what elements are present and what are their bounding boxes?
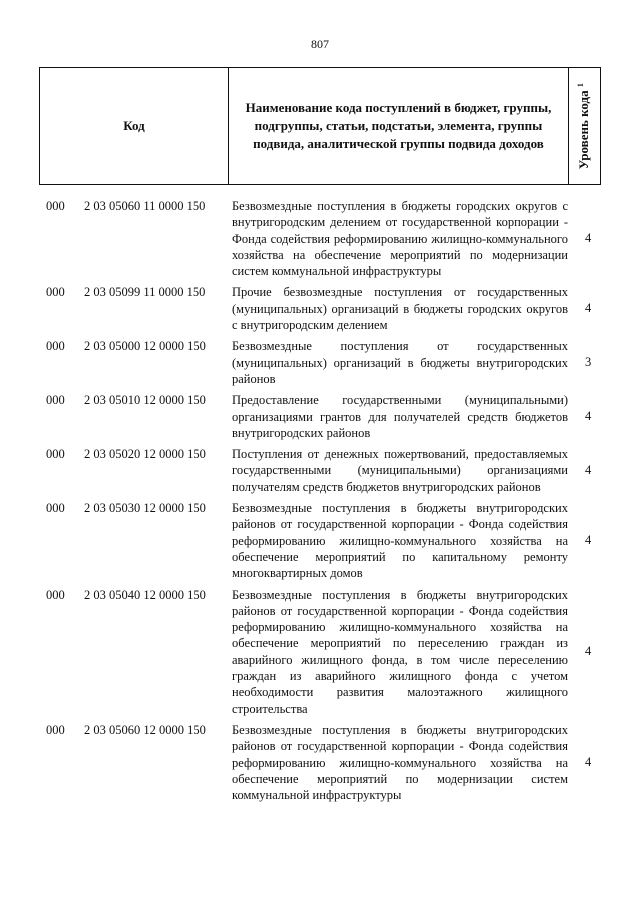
footnote-marker: 1 bbox=[576, 82, 586, 87]
revenue-description: Безвозмездные поступления от государственных (муниципальных) организаций в бюджеты внутригородских районов bbox=[232, 339, 568, 386]
revenue-description: Прочие безвозмездные поступления от государственных (муниципальных) организаций в бюджеты городских округов с внутригородским делением bbox=[232, 285, 568, 333]
code-table bbox=[0, 198, 640, 808]
code-level: 4 bbox=[585, 463, 592, 478]
header-level bbox=[569, 68, 600, 184]
revenue-code: 2 03 05040 12 0000 150 bbox=[84, 587, 206, 602]
header-name: Наименование кода поступлений в бюджет, группы, подгруппы, статьи, подстатьи, элемента, группы подвида, аналитической группы подвида доходов bbox=[229, 68, 569, 184]
admin-code: 000 bbox=[46, 447, 65, 462]
table-row bbox=[0, 392, 640, 441]
table-row bbox=[0, 198, 640, 279]
code-level: 4 bbox=[585, 755, 592, 770]
revenue-description: Предоставление государственными (муниципальными) организациями грантов для получателей средств бюджетов внутригородских районов bbox=[232, 393, 568, 440]
table-row bbox=[0, 284, 640, 333]
code-level: 4 bbox=[585, 533, 592, 548]
revenue-code: 2 03 05000 12 0000 150 bbox=[84, 339, 206, 354]
admin-code: 000 bbox=[46, 339, 65, 354]
admin-code: 000 bbox=[46, 393, 65, 408]
revenue-description: Безвозмездные поступления в бюджеты внутригородских районов от государственной корпорации - Фонда содействия реформированию жилищно-коммунального хозяйства на обеспечение мероприятий по модернизации систем коммунальной инфраструктуры bbox=[232, 722, 568, 803]
revenue-description: Безвозмездные поступления в бюджеты внутригородских районов от государственной корпорации - Фонда содействия реформированию жилищно-коммунального хозяйства на обеспечение мероприятий по переселению граждан из аварийного жилищного фонда, в том числе переселению граждан из аварийного жилищного фонда с учетом необходимости развития малоэтажного жилищного строительства bbox=[232, 587, 568, 716]
header-code: Код bbox=[40, 68, 229, 184]
table-row bbox=[0, 446, 640, 495]
admin-code: 000 bbox=[46, 722, 65, 737]
header-level-label: Уровень кода $^1$ bbox=[576, 82, 592, 170]
revenue-description: Поступления от денежных пожертвований, предоставляемых государственными (муниципальными) организациями получателям средств бюджетов внутригородских районов bbox=[232, 447, 568, 494]
revenue-description: Безвозмездные поступления в бюджеты городских округов с внутригородским делением от государственной корпорации - Фонда содействия реформированию жилищно-коммунального хозяйства на обеспечение мероприятий по модернизации систем коммунальной инфраструктуры bbox=[232, 199, 568, 279]
admin-code: 000 bbox=[46, 501, 65, 516]
table-row bbox=[0, 338, 640, 387]
code-level: 4 bbox=[585, 231, 592, 246]
revenue-code: 2 03 05030 12 0000 150 bbox=[84, 501, 206, 516]
revenue-code: 2 03 05099 11 0000 150 bbox=[84, 285, 206, 300]
revenue-code: 2 03 05010 12 0000 150 bbox=[84, 393, 206, 408]
admin-code: 000 bbox=[46, 587, 65, 602]
code-level: 4 bbox=[585, 301, 592, 316]
page-number: 807 bbox=[311, 37, 329, 51]
table-header bbox=[39, 67, 601, 185]
admin-code: 000 bbox=[46, 285, 65, 300]
admin-code: 000 bbox=[46, 199, 65, 213]
revenue-description: Безвозмездные поступления в бюджеты внутригородских районов от государственной корпорации - Фонда содействия реформированию жилищно-коммунального хозяйства на обеспечение мероприятий по капитальному ремонту многоквартирных домов bbox=[232, 501, 568, 581]
table-row bbox=[0, 722, 640, 803]
table-row bbox=[0, 587, 640, 717]
table-row bbox=[0, 500, 640, 581]
code-level: 4 bbox=[585, 644, 592, 659]
code-level: 4 bbox=[585, 409, 592, 424]
revenue-code: 2 03 05060 11 0000 150 bbox=[84, 199, 206, 213]
code-level: 3 bbox=[585, 355, 592, 370]
revenue-code: 2 03 05060 12 0000 150 bbox=[84, 722, 206, 737]
revenue-code: 2 03 05020 12 0000 150 bbox=[84, 447, 206, 462]
